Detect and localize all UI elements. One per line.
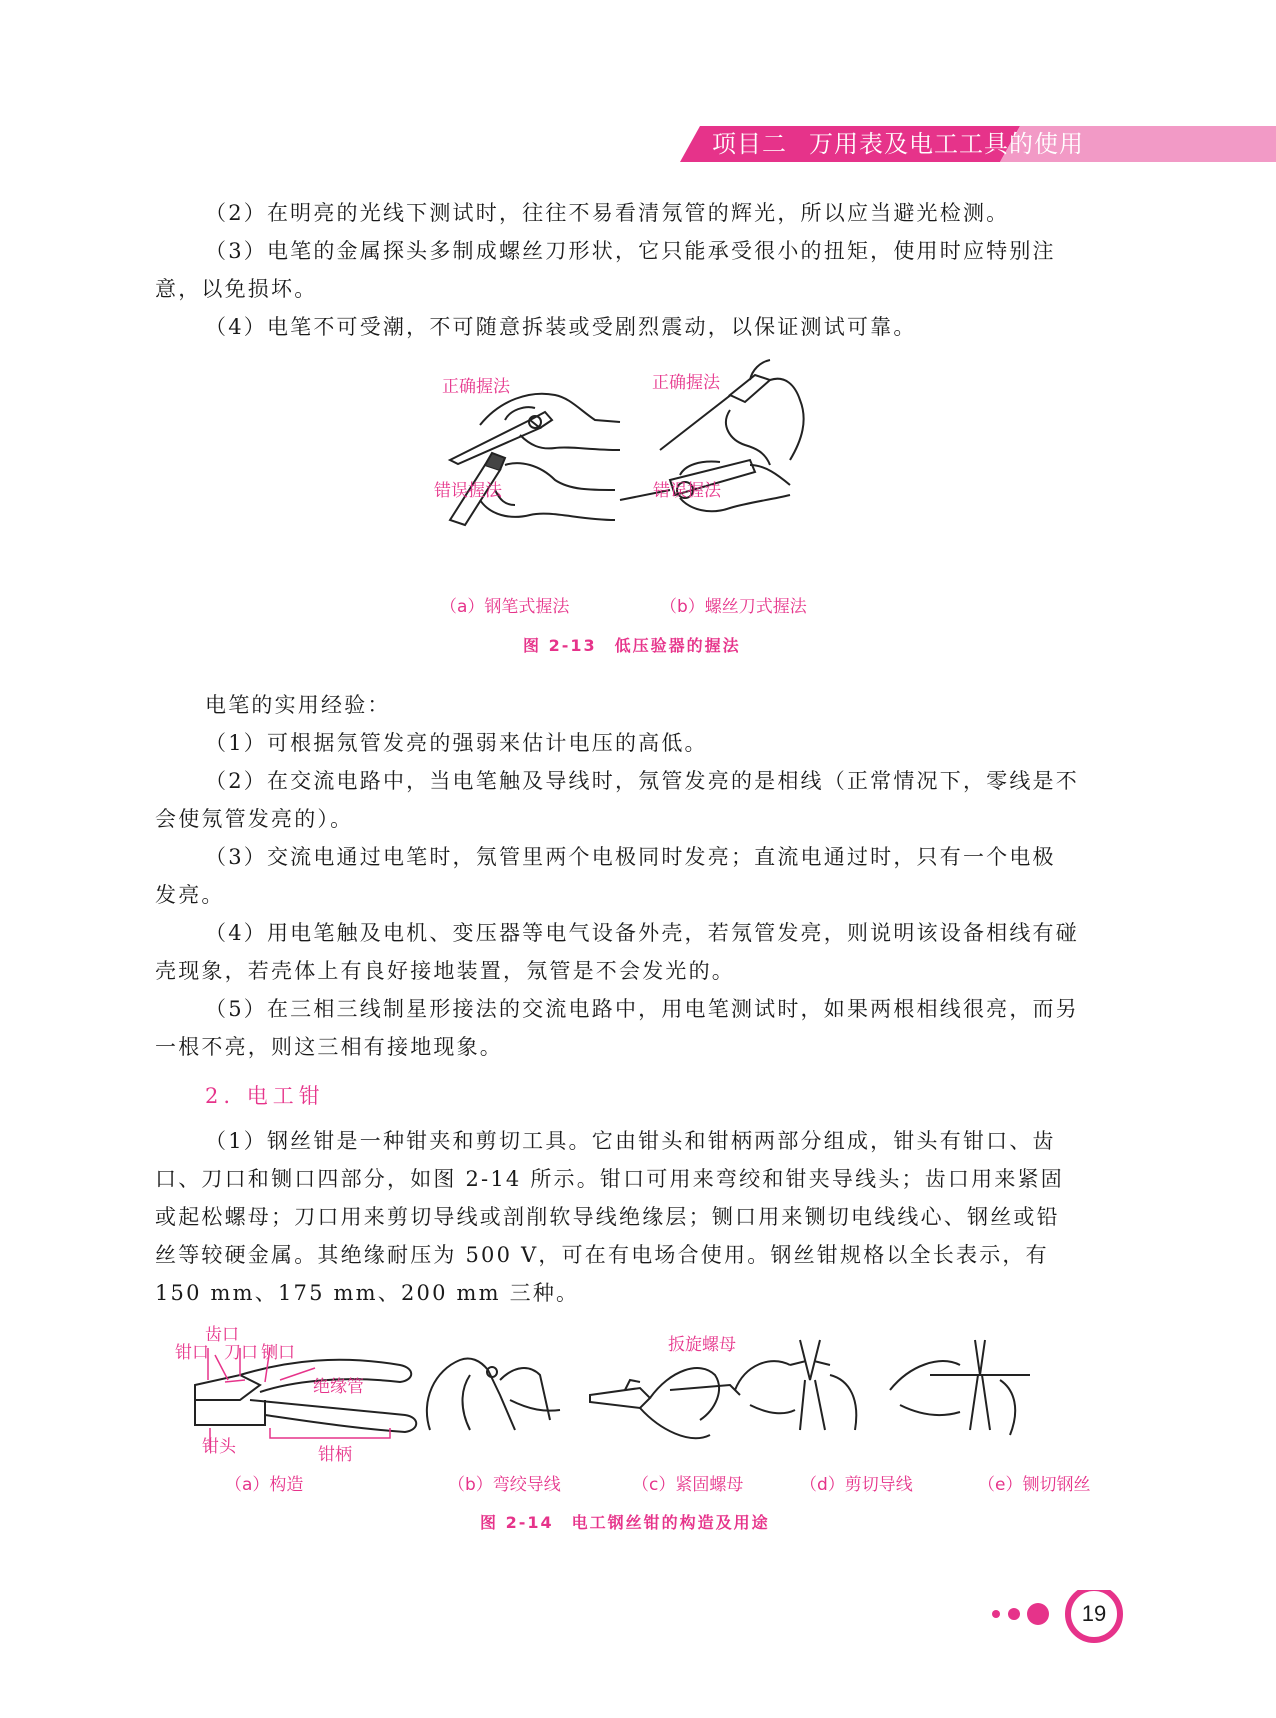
dot-small-icon <box>992 1610 1000 1618</box>
experience-2-line2: 会使氖管发亮的）。 <box>155 807 354 831</box>
experience-3-line1: （3）交流电通过电笔时，氖管里两个电极同时发亮；直流电通过时，只有一个电极 <box>205 845 1056 869</box>
fig-2-14-sub-e: （e）铡切钢丝 <box>978 1475 1091 1495</box>
pliers-paragraph-line3: 或起松螺母；刀口用来剪切导线或剖削软导线绝缘层；铡口用来铡切电线线心、钢丝或铅 <box>155 1205 1060 1229</box>
paragraph-4: （4）电笔不可受潮，不可随意拆装或受剧烈震动，以保证测试可靠。 <box>205 315 917 339</box>
pliers-paragraph-line4: 丝等较硬金属。其绝缘耐压为 500 V，可在有电场合使用。钢丝钳规格以全长表示，有 <box>155 1243 1049 1267</box>
fig-2-13-sub-b: （b）螺丝刀式握法 <box>660 597 807 617</box>
fig-2-13-sub-a: （a）钢笔式握法 <box>440 597 570 617</box>
page-number: 19 <box>1081 1601 1107 1626</box>
fig-2-14-sub-c: （c）紧固螺母 <box>632 1475 744 1495</box>
experience-4-line1: （4）用电笔触及电机、变压器等电气设备外壳，若氖管发亮，则说明该设备相线有碰 <box>205 921 1079 945</box>
label-zhakou: 铡口 <box>261 1343 295 1363</box>
experience-4-line2: 壳现象，若壳体上有良好接地装置，氖管是不会发光的。 <box>155 959 735 983</box>
paragraph-3-line1: （3）电笔的金属探头多制成螺丝刀形状，它只能承受很小的扭矩，使用时应特别注 <box>205 239 1056 263</box>
hand-pen-correct-1-icon <box>450 394 620 464</box>
dot-large-icon <box>1027 1603 1049 1625</box>
fig-2-14-caption: 图 2-14 电工钢丝钳的构造及用途 <box>480 1513 770 1532</box>
pliers-paragraph-line1: （1）钢丝钳是一种钳夹和剪切工具。它由钳头和钳柄两部分组成，钳头有钳口、齿 <box>205 1129 1056 1153</box>
pliers-paragraph-line5: 150 mm、175 mm、200 mm 三种。 <box>155 1281 580 1305</box>
fig-2-14-sub-d: （d）剪切导线 <box>800 1475 913 1495</box>
experience-1: （1）可根据氖管发亮的强弱来估计电压的高低。 <box>205 731 708 755</box>
label-qiankou: 钳口 <box>175 1343 209 1363</box>
label-jueyuanguan: 绝缘管 <box>313 1377 364 1397</box>
fig-2-14-sub-b: （b）弯绞导线 <box>448 1475 561 1495</box>
label-daokou: 刀口 <box>224 1343 258 1363</box>
experience-3-line2: 发亮。 <box>155 883 225 907</box>
label-correct-grip-b: 正确握法 <box>652 373 720 393</box>
fig-2-14-sub-a: （a）构造 <box>225 1475 304 1495</box>
fig-2-13-caption: 图 2-13 低压验器的握法 <box>523 636 741 655</box>
section-2-title: 2. 电工钳 <box>205 1084 325 1108</box>
experience-5-line2: 一根不亮，则这三相有接地现象。 <box>155 1035 503 1059</box>
experience-5-line1: （5）在三相三线制星形接法的交流电路中，用电笔测试时，如果两根相线很亮，而另 <box>205 997 1079 1021</box>
header-chapter-title: 万用表及电工工具的使用 <box>809 130 1084 158</box>
hands-cutting-steel-icon <box>890 1340 1030 1435</box>
hands-bending-wire-icon <box>427 1358 560 1430</box>
label-banxuan-luomu: 扳旋螺母 <box>668 1335 736 1355</box>
label-wrong-grip-a: 错误握法 <box>434 481 502 501</box>
label-wrong-grip-b: 错误握法 <box>653 481 721 501</box>
hands-tightening-nut-icon <box>590 1368 740 1438</box>
label-qiantou: 钳头 <box>202 1437 236 1457</box>
header-title <box>712 128 1084 160</box>
label-chikou: 齿口 <box>205 1325 239 1345</box>
hands-cutting-wire-icon <box>735 1340 856 1430</box>
label-correct-grip-a: 正确握法 <box>442 377 510 397</box>
pliers-paragraph-line2: 口、刀口和铡口四部分，如图 2-14 所示。钳口可用来弯绞和钳夹导线头；齿口用来紧固 <box>155 1167 1064 1191</box>
header-project: 项目二 <box>712 130 787 158</box>
paragraph-3-line2: 意，以免损坏。 <box>155 277 318 301</box>
label-qianbing: 钳柄 <box>318 1445 352 1465</box>
experience-2-line1: （2）在交流电路中，当电笔触及导线时，氖管发亮的是相线（正常情况下，零线是不 <box>205 769 1079 793</box>
paragraph-2: （2）在明亮的光线下测试时，往往不易看清氖管的辉光，所以应当避光检测。 <box>205 201 1010 225</box>
dot-medium-icon <box>1008 1608 1020 1620</box>
experience-title: 电笔的实用经验： <box>205 693 391 717</box>
